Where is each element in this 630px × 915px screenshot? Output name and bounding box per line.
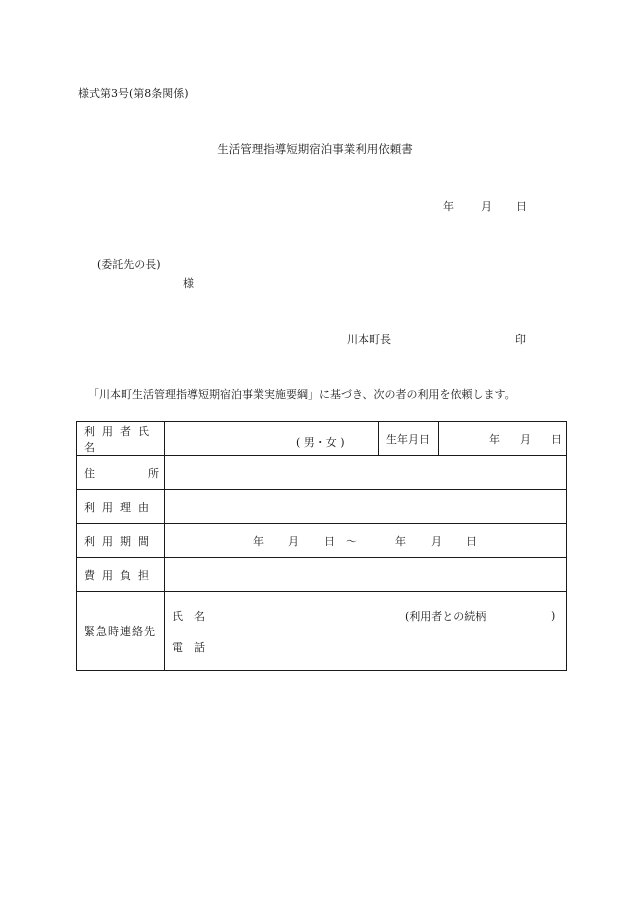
document-title: 生活管理指導短期宿泊事業利用依頼書: [217, 142, 413, 156]
row-user-name: [77, 422, 567, 456]
user-name-label: 利用者氏名: [77, 422, 165, 456]
period-end-day-label: 日: [466, 534, 477, 548]
period-start-day-label: 日: [324, 534, 335, 548]
seal-mark: 印: [515, 333, 526, 346]
recipient-label: (委託先の長): [97, 258, 161, 271]
gender-options: ( 男・女 ): [296, 436, 345, 450]
birth-day-label: 日: [551, 432, 562, 446]
reason-label: 利用理由: [77, 490, 165, 524]
row-cost: [77, 558, 567, 592]
birthdate-field[interactable]: [439, 422, 567, 456]
date-month-label: 月: [481, 200, 492, 213]
contact-name-label: 氏 名: [172, 610, 205, 623]
address-label: 住 所: [77, 456, 165, 490]
period-start-month-label: 月: [288, 534, 299, 548]
form-number: 様式第3号(第8条関係): [78, 87, 189, 100]
address-field[interactable]: [165, 456, 567, 490]
row-emergency: [77, 592, 567, 671]
cost-label: 費用負担: [77, 558, 165, 592]
birth-month-label: 月: [520, 432, 531, 446]
period-end-year-label: 年: [395, 534, 406, 548]
period-start-year-label: 年: [253, 534, 264, 548]
reason-field[interactable]: [165, 490, 567, 524]
request-statement: 「川本町生活管理指導短期宿泊事業実施要綱」に基づき、次の者の利用を依頼します。: [88, 388, 516, 401]
application-form-table: [76, 421, 567, 671]
period-tilde: ～: [346, 534, 357, 548]
honorific-label: 様: [183, 277, 194, 290]
relation-close: ): [551, 609, 556, 623]
phone-label: 電 話: [172, 641, 205, 654]
emergency-label: 緊急時連絡先: [77, 592, 165, 671]
birthdate-label: 生年月日: [379, 422, 439, 456]
birth-year-label: 年: [489, 432, 500, 446]
user-name-field[interactable]: [165, 422, 379, 456]
cost-field[interactable]: [165, 558, 567, 592]
period-label: 利用期間: [77, 524, 165, 558]
row-reason: [77, 490, 567, 524]
row-address: [77, 456, 567, 490]
date-day-label: 日: [516, 200, 527, 213]
relation-label: (利用者との続柄: [405, 610, 487, 623]
date-year-label: 年: [443, 200, 454, 213]
row-period: [77, 524, 567, 558]
period-field[interactable]: [165, 524, 567, 558]
period-end-month-label: 月: [431, 534, 442, 548]
sender-name: 川本町長: [347, 333, 391, 346]
emergency-contact-field[interactable]: [165, 592, 567, 671]
